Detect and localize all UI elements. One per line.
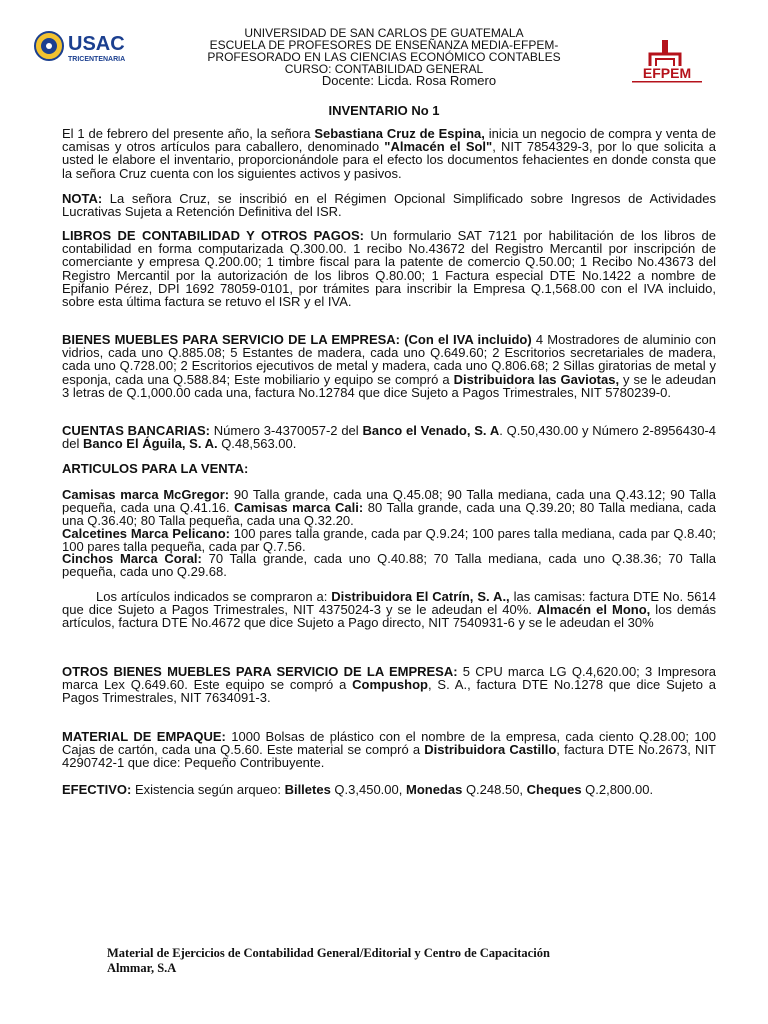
- cuentas-paragraph: CUENTAS BANCARIAS: Número 3-4370057-2 del Banco el Venado, S. A. Q.50,430.00 y Número 2-8956430-4 del Banco El Águila, S. A. Q.48,563.00.: [62, 423, 717, 452]
- footer-line-1: Material de Ejercicios de Contabilidad General/Editorial y Centro de Capacitación: [107, 946, 550, 960]
- usac-logo-subtext: TRICENTENARIA: [68, 56, 126, 63]
- page-title: INVENTARIO No 1: [328, 103, 440, 118]
- calcetines-paragraph: Calcetines Marca Pelicano: 100 pares talla grande, cada par Q.9.24; 100 pares talla mediana, cada par Q.8.40; 100 pares talla pequeña, cada par Q.7.56.: [62, 526, 716, 555]
- articulos-heading: ARTICULOS PARA LA VENTA:: [62, 461, 249, 476]
- compra-paragraph: Los artículos indicados se compraron a: Distribuidora El Catrín, S. A., las camisas: factura DTE No. 5614 que dice Sujeto a Pagos Trimestrales, NIT 4375024-3 y se le adeudan el 40%. Almacén el Mono, los demás artículos, factura DTE No.4672 que dice Sujeto a Pago directo, NIT 7540931-6 y se le adeudan el 30%: [62, 589, 716, 631]
- nota-paragraph: NOTA: La señora Cruz, se inscribió en el Régimen Opcional Simplificado sobre Ingresos de Actividades Lucrativas Sujeta a Retención Definitiva del ISR.: [62, 191, 716, 220]
- header-teacher: Docente: Licda. Rosa Romero: [321, 73, 497, 88]
- header-course: CURSO: CONTABILIDAD GENERAL: [284, 62, 484, 76]
- footer: [107, 946, 707, 976]
- libros-paragraph: LIBROS DE CONTABILIDAD Y OTROS PAGOS: Un formulario SAT 7121 por habilitación de los libros de contabilidad en forma computarizada Q.300.00. 1 recibo No.43672 del Registro Mercantil por inscripción de comerciante y empresa Q.200.00; 1 timbre fiscal para la patente de comercio Q.50.00; 1 Recibo No.43673 del Registro Mercantil por la autorización de los libros Q.80.00; 1 Factura especial DTE No.1422 a nombre de Epifanio Pérez, DPI 1692 78059-0101, por trámites para inscribir la Empresa Q.1,568.00 con el IVA incluido, sobre esta última factura se retuvo el ISR y el IVA.: [62, 228, 716, 310]
- footer-line-2: Almmar, S.A: [107, 961, 177, 975]
- header-university: UNIVERSIDAD DE SAN CARLOS DE GUATEMALA: [244, 26, 524, 40]
- intro-paragraph: El 1 de febrero del presente año, la señora Sebastiana Cruz de Espina, inicia un negocio de compra y venta de camisas y otros artículos para caballero, denominado "Almacén el Sol", NIT 7854329-3, por lo que solicita a usted le elabore el inventario, proporcionándole para el efecto los documentos fehacientes en donde consta que la señora Cruz cuenta con los siguientes activos y pasivos.: [62, 126, 717, 181]
- header-program: PROFESORADO EN LAS CIENCIAS ECONÓMICO CONTABLES: [207, 50, 561, 64]
- header-school: ESCUELA DE PROFESORES DE ENSEÑANZA MEDIA-EFPEM-: [209, 38, 559, 52]
- otros-bienes-paragraph: OTROS BIENES MUEBLES PARA SERVICIO DE LA EMPRESA: 5 CPU marca LG Q.4,620.00; 3 Impresora marca Lex Q.649.60. Este equipo se compró a Compushop, S. A., factura DTE No.1278 que dice Sujeto a Pagos Trimestrales, NIT 7634091-3.: [62, 664, 716, 706]
- efectivo-paragraph: EFECTIVO: Existencia según arqueo: Billetes Q.3,450.00, Monedas Q.248.50, Cheques Q.2,800.00.: [62, 782, 654, 797]
- bienes-paragraph: BIENES MUEBLES PARA SERVICIO DE LA EMPRESA: (Con el IVA incluido) 4 Mostradores de aluminio con vidrios, cada uno Q.885.08; 5 Estantes de madera, cada uno Q.649.60; 2 Escritorios secretariales de madera, cada uno Q.728.00; 2 Escritorios ejecutivos de metal y madera, cada uno Q.806.68; 2 Sillas giratorias de metal y esponja, cada una Q.588.84; Este mobiliario y equipo se compró a Distribuidora las Gaviotas, y se le adeudan 3 letras de Q.1,000.00 cada una, factura No.12784 que dice Sujeto a Pagos Trimestrales, NIT 5780239-0.: [62, 332, 717, 400]
- camisas-paragraph: Camisas marca McGregor: 90 Talla grande, cada una Q.45.08; 90 Talla mediana, cada una Q.43.12; 90 Talla pequeña, cada una Q.41.16. Camisas marca Cali: 80 Talla grande, cada una Q.39.20; 80 Talla mediana, cada una Q.36.40; 80 Talla pequeña, cada una Q.32.20.: [62, 487, 716, 529]
- cinchos-paragraph: Cinchos Marca Coral: 70 Talla grande, cada uno Q.40.88; 70 Talla mediana, cada uno Q.38.36; 70 Talla pequeña, cada uno Q.29.68.: [62, 551, 716, 580]
- efpem-logo-text: EFPEM: [642, 65, 692, 81]
- usac-logo-text: USAC: [68, 33, 125, 55]
- material-empaque-paragraph: MATERIAL DE EMPAQUE: 1000 Bolsas de plástico con el nombre de la empresa, cada ciento Q.28.00; 100 Cajas de cartón, cada una Q.5.60. Este material se compró a Distribuidora Castillo, factura DTE No.2673, NIT 4290742-1 que dice: Pequeño Contribuyente.: [62, 729, 716, 771]
